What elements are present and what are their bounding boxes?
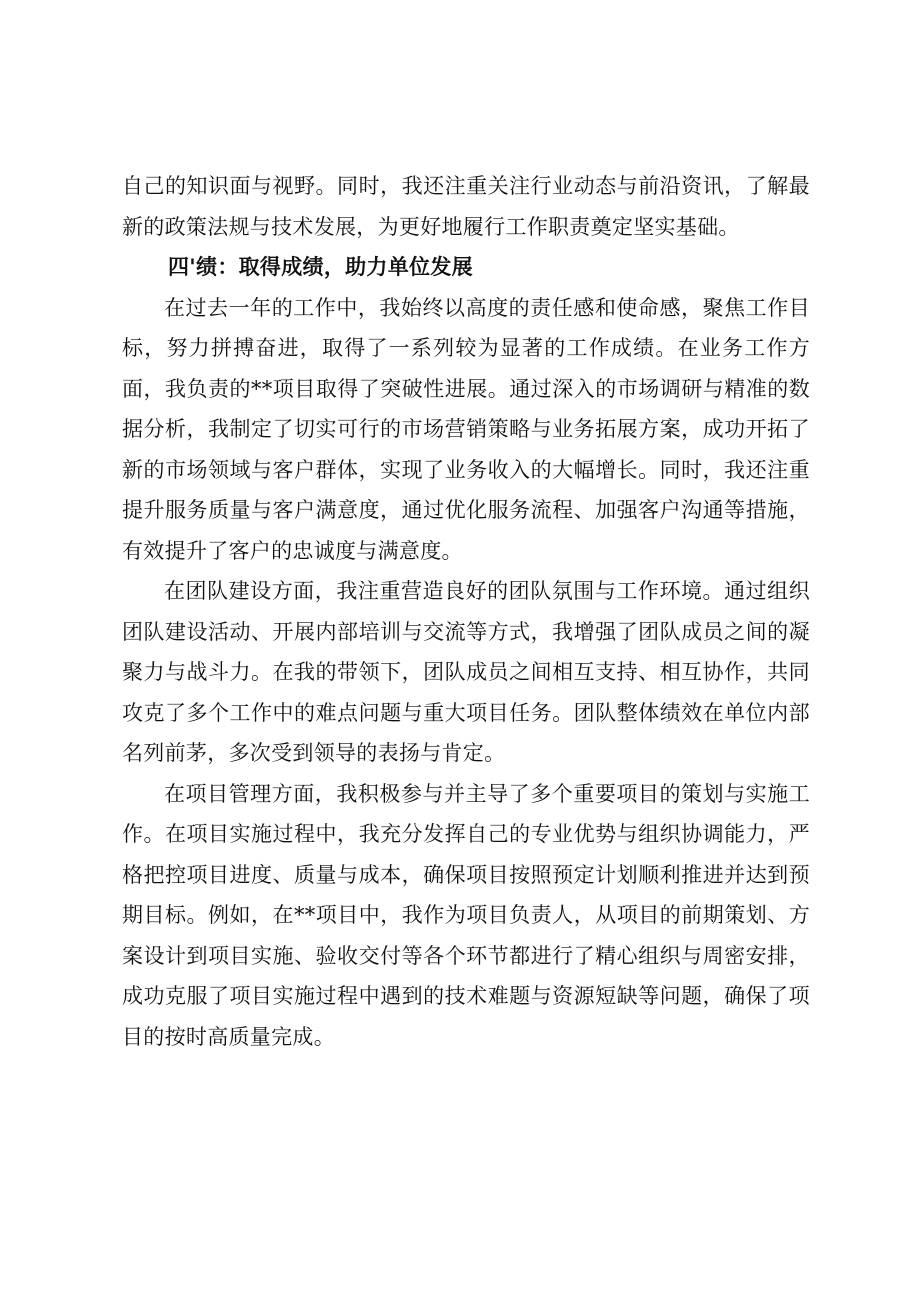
continuation-paragraph: 自己的知识面与视野。同时，我还注重关注行业动态与前沿资讯，了解最新的政策法规与技术发展，为更好地履行工作职责奠定坚实基础。	[122, 174, 810, 239]
paragraph-project-management: 在项目管理方面，我积极参与并主导了多个重要项目的策划与实施工作。在项目实施过程中，我充分发挥自己的专业优势与组织协调能力，严格把控项目进度、质量与成本，确保项目按照预定计划顺利推进并达到预期目标。例如，在**项目中，我作为项目负责人，从项目的前期策划、方案设计到项目实施、验收交付等各个环节都进行了精心组织与周密安排，成功克服了项目实施过程中遇到的技术难题与资源短缺等问题，确保了项目的按时高质量完成。	[122, 781, 810, 1049]
document-body	[122, 166, 810, 1057]
paragraph-achievements: 在过去一年的工作中，我始终以高度的责任感和使命感，聚焦工作目标，努力拼搏奋进，取得了一系列较为显著的工作成绩。在业务工作方面，我负责的**项目取得了突破性进展。通过深入的市场调研与精准的数据分析，我制定了切实可行的市场营销策略与业务拓展方案，成功开拓了新的市场领域与客户群体，实现了业务收入的大幅增长。同时，我还注重提升服务质量与客户满意度，通过优化服务流程、加强客户沟通等措施，有效提升了客户的忠诚度与满意度。	[122, 295, 810, 563]
section-heading: 四'绩：取得成绩，助力单位发展	[168, 255, 473, 279]
paragraph-team-building: 在团队建设方面，我注重营造良好的团队氛围与工作环境。通过组织团队建设活动、开展内部培训与交流等方式，我增强了团队成员之间的凝聚力与战斗力。在我的带领下，团队成员之间相互支持、相互协作，共同攻克了多个工作中的难点问题与重大项目任务。团队整体绩效在单位内部名列前茅，多次受到领导的表扬与肯定。	[122, 579, 810, 765]
